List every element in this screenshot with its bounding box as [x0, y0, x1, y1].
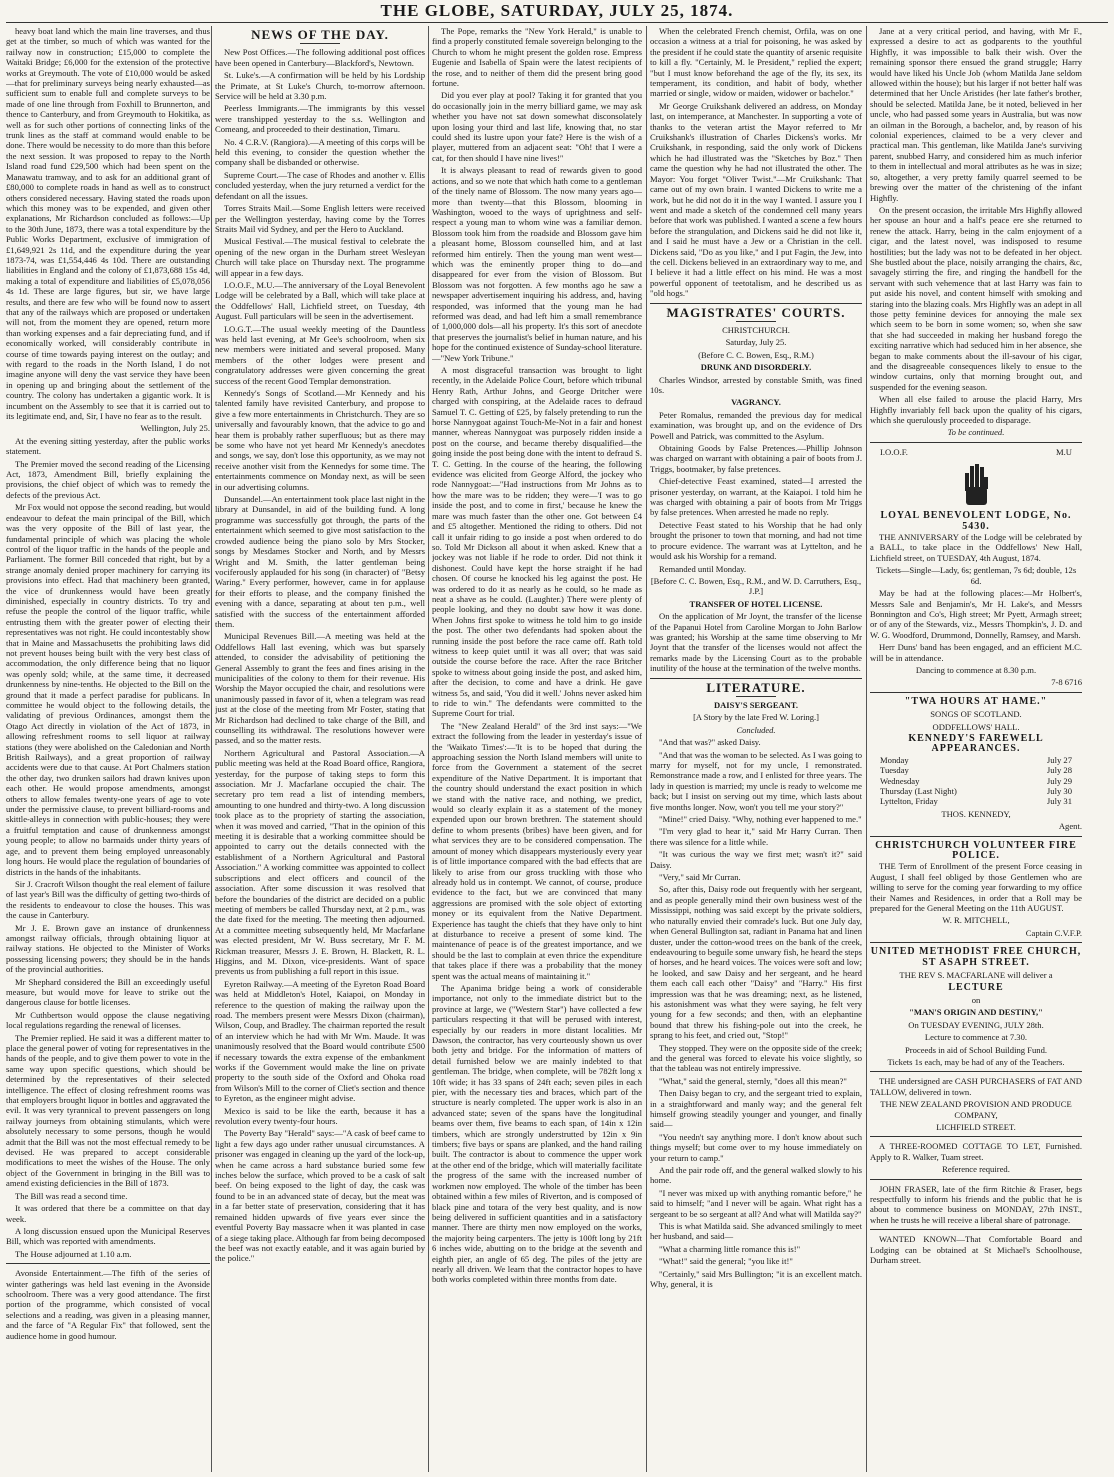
- article-paragraph: The Bill was read a second time.: [15, 1190, 128, 1201]
- news-item: When the celebrated French chemist, Orfila, was on one occasion a witness at a trial for poisoning, he was asked by the president if he could state the quantity of arsenic requisite to kill a fly. "Certainly, M. le President," replied the expert; "but I must know beforehand the age of the fly, its sex, its temperament, its condition, and habit of body, whether married or single, widow or maiden, widower or bachelor.": [650, 26, 862, 99]
- news-item: No. 4 C.R.V. (Rangiora).—A meeting of this corps will be held this evening, to consider the question whether the company shall be disbanded or otherwise.: [215, 136, 425, 168]
- court-item: Obtaining Goods by False Pretences.—Phillip Johnson was charged on warrant with obtaining a pair of boots from J. Triggs, bootmaker, by false pretences.: [650, 443, 862, 474]
- news-item: I.O.G.T.—The usual weekly meeting of the Dauntless was held last evening, at Mr Gee's schoolroom, when six new members were initiated and several proposed. Many members of the other lodges were present and congratulatory addresses were given concerning the great success of the recent Good Templar demonstration.: [215, 323, 425, 386]
- article-paragraph: A long discussion ensued upon the Municipal Reserves Bill, which was reported with amendments.: [6, 1225, 210, 1247]
- news-item: I.O.O.F., M.U.—The anniversary of the Loyal Benevolent Lodge will be celebrated by a Ball, which will take place at the Oddfellows' Hall, Lichfield street, on Tuesday, 4th August. Full particulars will be seen in the advertisement.: [215, 279, 425, 322]
- section-rule: [650, 303, 862, 304]
- story-paragraph: "Mine!" cried Daisy. "Why, nothing ever happened to me.": [659, 814, 862, 825]
- kennedy-heading: KENNEDY'S FAREWELL APPEARANCES.: [908, 732, 1044, 755]
- company-name: THE NEW ZEALAND PROVISION AND PRODUCE COMPANY,: [880, 1099, 1072, 1120]
- article-paragraph: Sir J. Cracroft Wilson thought the real element of failure of last year's Bill was the difficulty of getting two-thirds of the residents to endeavour to close the houses. This was the cause in Canterbury.: [6, 878, 210, 921]
- story-paragraph: "What!" said the general; "you like it!": [659, 1256, 793, 1267]
- court-bench: [Before C. C. Bowen, Esq., R.M., and W. D. Carruthers, Esq., J.P.]: [650, 575, 862, 597]
- news-item: A most disgraceful transaction was brought to light recently, in the Adelaide Police Court, before which tribunal Henry Rath, Arthur Johns, and George Dritcher were charged with conspiring, at the Adelaide races to defraud Samuel T. C. Getting of £25, by falsely pretending to run the horse Nannygoat against Touch-Me-Not in a fair and honest manner, whereas Nannygoat was purposely ridden inside a post on the course, and became thereby disqualified—the going inside the post being done with the intent to defraud S. T. C. Getting. In the course of the hearing, the following evidence was elicited from George Alford, the jockey who rode Nannygoat:—"Had instructions from Mr Johns as to how the mare was to be ridden; they were—'I was to go inside the post, and to come in first,' because he knew the mare was much faster than the other one. Got between £4 and £5 altogether. Mentioned the riding to others. Did not call it unfair riding to go inside a post when ordered to do so. Told Mr Dickson all about it when asked. Knew that a jockey was not liable if he rode to order. Did not think it dishonest. Could have kept the horse straight if he had chosen. Of course he knocked his leg against the post. He was ordered to do it as nearly as he could, so he made as neat a shave as he could. (Laughter.) There were plenty of people looking, and they no doubt saw how it was done. When Johns first spoke to witness he told him to go inside the post. The other two defendants had spoken about the running inside the post before the race came off. Rath told witness to keep quiet until it was all over; that was said outside the course before the race. After the race Britcher spoke to witness about going inside the post, and asked him, after the decision, to come and have a drink. He gave witness 5s, and said, 'You did it well.' Johns never asked him to ride to win." The defendants were committed to the Supreme Court for trial.: [432, 365, 642, 719]
- column-divider: [428, 26, 429, 1472]
- ioof-label: I.O.O.F.: [880, 446, 908, 457]
- story-byline: [A Story by the late Fred W. Loring.]: [693, 712, 819, 723]
- story-paragraph: They stopped. They were on the opposite side of the creek; and the general was forced to elevate his voice slightly, so that the tableau was not entirely impressive.: [650, 1042, 862, 1074]
- transfer-heading: TRANSFER OF HOTEL LICENSE.: [689, 598, 823, 609]
- masthead: THE GLOBE, SATURDAY, JULY 25, 1874.: [380, 1, 734, 20]
- section-rule: [870, 1136, 1082, 1137]
- lecture-text: THE REV S. MACFARLANE will deliver a: [899, 970, 1053, 981]
- news-item: Dunsandel.—An entertainment took place last night in the library at Dunsandel, in aid of the building fund. A long programme was successfully got through, the parts of the entertainment which seemed to give most satisfaction to the crowded audience being the piano solo by Mrs Stocker, songs by Mesdames Stocker and North, and by Messrs Wright and M. Smith, the latter gentleman being vociferously applauded for his song (in character) of "Betsy Waring." Every performer, however, came in for applause for their efforts to please, and the company finished the evening with a dance, separating at about ten p.m., well satisfied with the success of the entertainment afforded them.: [215, 494, 425, 629]
- court-item: Charles Windsor, arrested by constable Smith, was fined 10s.: [650, 374, 862, 395]
- story-paragraph: "What a charming little romance this is!": [659, 1243, 801, 1254]
- lecture-date: On TUESDAY EVENING, JULY 28th.: [908, 1019, 1044, 1030]
- news-item: The Apanima bridge being a work of considerable importance, not only to the immediate district but to the province at large, we ("Western Star") have collected a few particulars respecting it that will be perused with interest, especially by our readers in more distant localities. Mr Dawson, the contractor, has very courteously shown us over both jetty and bridge. For the information of matters of detail furnished below we are mainly indebted to that gentleman. The bridge, when complete, will be 782ft long x 10ft wide; it has 33 spans of 24ft each; seven piles in each pier, with the necessary ties and braces, which part of the structure is nearly completed. The upper work is also in an advanced state; seven of the spans have the longitudinal beams over them, five beams to each span, of 14in x 12in timbers, which are strongly understrutted by 12in x 9in timbers; five bays or spans are planked, and the hand railing built. The contractor is about to commence the upper work at the other end of the bridge, which will materially facilitate the progress of the same with the increased number of workmen now employed. The whole of the timber has been obtained within a few miles of Riverton, and is composed of black pine and totara of the very best quality, and is now being delivered in sufficient quantities and in a satisfactory manner. There are thirty men now employed on the works, the majority being carpenters. The jetty is 100ft long by 21ft 6 inches wide, abutting on to the bridge at the seventh and eighth pier, an angle of 65 deg. The piles of the jetty are nearly all driven. We learn that the contractor hopes to have both works completed within three months from date.: [432, 982, 642, 1285]
- story-paragraph: "I'm very glad to hear it," said Mr Harry Curran. Then there was silence for a little while.: [650, 826, 862, 847]
- section-rule: [6, 1263, 210, 1264]
- fire-police-heading: CHRISTCHURCH VOLUNTEER FIRE POLICE.: [875, 839, 1077, 862]
- ad-text: THE undersigned are CASH PURCHASERS of FAT AND TALLOW, delivered in town.: [870, 1076, 1082, 1097]
- news-item: Eyreton Railway.—A meeting of the Eyreton Road Board was held at Middleton's Hotel, Kaiapoi, on Monday in reference to the question of making the railway upon the road. The members present were Messrs Dixon (chairman), Wilson, Coup, and Bradley. The chairman reported the result of an interview which he had with Mr Wm. Maude. It was unanimously resolved that the Board would contribute £500 if necessary towards the extra expense of the embankment works if the Government would make the line on private property to the south side of the Oxford and Ohoka road from Wilson's Mill to the corner of Cliet's section and thence to Eyreton, as the engineer might advise.: [215, 978, 425, 1104]
- ad-text: Herr Duns' band has been engaged, and an efficient M.C. will be in attendance.: [870, 642, 1082, 663]
- ad-text: May be had at the following places:—Mr Holbert's, Messrs Sale and Benjamin's, Mr H. Lake's, and Messrs Bonnington and Co's, High street; Mr Pyett, Armagh street; or of any of the Stewards, viz., Messrs Thompkin's, J. D. and W. G. Woodford, Drummond, Donnelly, Ramsey, and Marsh.: [870, 588, 1082, 640]
- section-rule: [870, 442, 1082, 443]
- lecture-on: on: [971, 994, 981, 1005]
- court-item: Remanded until Monday.: [659, 563, 747, 574]
- article-paragraph: Mr Fox would not oppose the second reading, but would endeavour to defeat the main principal of the Bill, which was the very opposite of the Bill of last year, the fundamental principle of which was placing the whole control of the liquor traffic in the hands of the people and Parliament. The former Bill conceded that right, but by a strange anomaly denied proper machinery for carrying its provisions into effect. Had that machinery been granted, the vice of drunkenness would have been greatly diminished, especially in country districts. To try and refuse the people the control of the liquor traffic, while entrusting them with the greater power of electing their representatives was not right. He could incontestably show that in Maine and Massachusetts the prohibiting laws did not prevent houses being built with the very best class of accommodation, the only difference being that no liquor was openly sold; while, at the same time, it decreased drunkenness by nine-tenths. He objected to the Bill on the ground that it made a perfect paradise for publicans. In committee he would object to the following details, the validating of previous Ordinances, amongst them the Otago Act directly in violation of the Act of 1873, in allowing refreshment rooms to sell liquor at railway stations (they were abolished on the Caledonian and North British Railways), and a great proportion of railway accidents were due to that cause. At Port Chalmers station the other day, two drunken sailors had drawn knives upon each other. He would propose amendments, amongst others to allow females twenty-one years of age to vote under the permissive clause, to prevent billiard-rooms and skittle-alleys in connection with public-houses; they were a fruitful temptation and cause of drunkenness amongst young people; to allow no barmaids under thirty years of age, and to prevent them being employed unreasonably long hours. He would place the regulation of boundaries of districts in the hands of the inhabitants.: [6, 502, 210, 877]
- literature-heading: LITERATURE.: [706, 679, 806, 695]
- news-item: Municipal Revenues Bill.—A meeting was held at the Oddfellows Hall last evening, which was but sparsely attended, to consider the advisability of petitioning the General Assembly to grant the fees and fines arising in the municipalities of the colony to them for their revenue. His Worship the Mayor occupied the chair, and resolutions were unanimously passed in favor of it, when a telegram was read just at the close of the meeting from Mr Foster, stating that Mr Richardson had declined to take charge of the Bill, and counselling its withdrawal. The resolutions however were passed, and so the matter rests.: [215, 631, 425, 746]
- column-5: [870, 26, 1082, 1472]
- vagrancy-heading: VAGRANCY.: [731, 397, 781, 408]
- news-item: Did you ever play at pool? Taking it for granted that you do occasionally join in the merry billiard game, we may ask whether you have not sat down somewhat disconsolately upon losing your third and last life, knowing that, no star could shed its lustre upon your fate? Here is the wish of a player, muttered from an adjacent seat: "Oh! that I were a cat, for then should I have nine lives!": [432, 90, 642, 163]
- ioof-mu-label: M.U: [1056, 446, 1072, 457]
- article-paragraph: The Premier moved the second reading of the Licensing Act, 1873, Amendment Bill, briefly explaining the provisions, the chief object of which was to remedy the defects of the previous Act.: [6, 458, 210, 500]
- section-rule: [870, 1229, 1082, 1230]
- lecture-tickets: Tickets 1s each, may be had of any of the Teachers.: [887, 1056, 1065, 1067]
- story-paragraph: "You needn't say anything more. I don't know about such things myself; but come over to my house immediately on your return to camp.": [650, 1131, 862, 1163]
- date-value: July 31: [1046, 796, 1072, 807]
- story-title: DAISY'S SERGEANT.: [714, 699, 798, 710]
- article-paragraph: It was ordered that there be a committee on that day week.: [6, 1203, 210, 1224]
- story-paragraph: On the present occasion, the irritable Mrs Highfly allowed her spouse an hour and a half's peace ere she returned to renew the attack. Harry, being in the calm enjoyment of a cigar, and the latest novel, was indisposed to resume hostilities; but the lady was not to be defeated in her object. She bustled about the place, noisily arranging the chairs, &c, savagely stirring the fire, and ringing the handbell for the servant with such vehemence that at last Harry was fain to put aside his novel, and content himself with smoking and staring into the blazing coals. Mrs Highfly was an adept in all those petty feminine devices for annoying the male sex which seem to be born in some women; so, when she saw that she had succeeded in making her husband forego the exciting narrative which had seduced him in her absence, she began to make comments about the ill-savour of his cigar, and the disagreeable consequences likely to ensue to the window curtains, only that morning brought out, and suspended for the evening season.: [870, 204, 1082, 392]
- story-paragraph: This is what Matilda said. She advanced smilingly to meet her husband, and said—: [650, 1221, 862, 1242]
- court-location: CHRISTCHURCH.: [722, 324, 790, 335]
- news-item: The "New Zealand Herald" of the 3rd inst says:—"We extract the following from the leader in yesterday's issue of the 'Waikato Times':—'It is to be hoped that during the approaching session the North Island members will unite to force from the Government a statement of the secret expenditure of the Native Department. It is important that the country should understand the exact position in which we stand with the native race, and nothing, we predict, would so clearly explain it as a statement of the money expended upon our brown brethren. The statement should define to whom presents (bribes) have been given, and for what services they are to be considered compensation. The amount of money which disappears mysteriously every year is of little importance compared with the bad effects that are likely to arise from our gross truckling with those who already hold us in contempt. We cannot, of course, produce evidence to the fact, but we are convinced that many aggressions are promised with the sole object of extorting money or its equivalent from the Native Department. Experience has taught the chiefs that they have only to hint at disturbance to receive a present of some kind. The maintenance of peace is of the greatest importance, and we should be the last to complain at even thrice the expenditure that takes place if there was a probability that the money spent was the actual means of maintaining it.": [432, 720, 642, 981]
- kennedy-venue: ODDFELLOWS' HALL.: [932, 721, 1020, 732]
- news-item: Mr George Cruikshank delivered an address, on Monday last, on intemperance, at Manchester. In supporting a vote of thanks to the veteran artist the Mayor referred to Mr Cruikshank's illustration of Charles Dickens's works. Mr Cruikshank, in responding, said the only work of Dickens which he had illustrated was the "Sketches by Boz." Then came the question why he had not illustrated the other. The Mayor: You forget "Oliver Twist."—Mr Cruikshank: That came out of my own brain. I wanted Dickens to write me a work, but he did not do it in the way I wanted. I assure you I went and made a sketch of the condemned cell many years before that work was published. I wanted a scene a few hours before the strangulation, and Dickens said he did not like it, and I said he must have a Jew or a Christian in the cell. Dickens said, "Do as you like," and I put Fagin, the Jew, into the cell. Dickens believed in an extraordinary way to me, and I believe it had a little effect on his mind. He was a most powerful opponent of teetotalism, and he described us as "old hogs.": [650, 100, 862, 299]
- ad-reference: 7-8 6716: [1051, 677, 1082, 688]
- news-item: Musical Festival.—The musical festival to celebrate the opening of the new organ in the Durham street Wesleyan Church will take place on Thursday next. The programme will appear in a few days.: [215, 236, 425, 278]
- lecture-word: LECTURE: [948, 981, 1004, 993]
- column-1: [6, 26, 210, 1472]
- date-day: Tuesday: [880, 765, 909, 776]
- date-day: Wednesday: [880, 775, 920, 786]
- news-item: New Post Offices.—The following additional post offices have been opened in Canterbury—Blackford's, Newtown.: [215, 47, 425, 68]
- heading-rule: [736, 696, 776, 697]
- court-item: On the application of Mr Joynt, the transfer of the license of the Papanui Hotel from Caroline Morgan to John Barlow was granted; his Worship at the same time observing to Mr Joynt that the transfer of the licenses would not affect the remarks made by the Licensing Court as to the probable inutility of the house at the termination of the twelve months.: [650, 611, 862, 674]
- date-value: July 30: [1046, 786, 1072, 796]
- story-paragraph: "And that was?" asked Daisy.: [659, 737, 761, 748]
- article-paragraph: The Premier replied. He said it was a different matter to place the general power of voting for representatives in the hands of the people, and to give them power to vote in the same way upon specific questions, which should be determined by the representatives of their selected intelligence. The effect of closing refreshment rooms was that employers brought liquor in bottles and aggravated the evil. It was very tyrannical to prevent passengers on long railway journeys from obtaining stimulants, which were absolutely necessary to some persons, though he would admit that the Bill was not the most effectual remedy to be devised. He was prepared to accept considerable modifications to meet the wishes of the House. The only object of the Government in bringing in the Bill was to amend existing deficiencies in the Bill of 1873.: [6, 1032, 210, 1189]
- ad-text: WANTED KNOWN—That Comfortable Board and Lodging can be obtained at St Michael's Schoolhouse, Durham street.: [870, 1234, 1082, 1266]
- section-rule: [870, 1179, 1082, 1180]
- date-day: Thursday (Last Night): [880, 786, 957, 796]
- section-rule: [650, 678, 862, 679]
- story-paragraph: When all else failed to arouse the placid Harry, Mrs Highfly invariably fell back upon the quality of his cigars, which she querulously proceeded to disparage.: [870, 394, 1082, 426]
- company-street: LICHFIELD STREET.: [936, 1121, 1016, 1132]
- court-bench: (Before C. C. Bowen, Esq., R.M.): [698, 349, 814, 360]
- column-4: [650, 26, 862, 1472]
- news-item: The Pope, remarks the "New York Herald," is unable to find a properly constituted female sovereign belonging to the Church to whom he might present the golden rose. Empress Eugenie and Isabella of Spain were the latest recipients of the rose, and to neither of them did the present bring good fortune.: [432, 26, 642, 89]
- story-paragraph: "Certainly," said Mrs Bullington; "it is an excellent match. Why, general, it is: [650, 1268, 862, 1290]
- ad-text: Reference required.: [942, 1164, 1010, 1175]
- story-paragraph: "Very," said Mr Curran.: [659, 872, 741, 883]
- story-paragraph: "I never was mixed up with anything romantic before," he said to himself; "and I never will be again. What right has a sergeant to be so sergeant at all? And what will Matilda say?": [650, 1187, 862, 1219]
- column-divider: [646, 26, 647, 1472]
- kennedy-date-row: [870, 755, 1082, 765]
- column-divider: [866, 26, 867, 1472]
- masthead-rule: [6, 22, 1108, 23]
- drunk-heading: DRUNK AND DISORDERLY.: [700, 362, 812, 373]
- news-item: The Poverty Bay "Herald" says:—"A cask of beef came to light a few days ago under rather unusual circumstances. A prisoner was engaged in cleaning up the yard of the lock-up, when he came across a hard substance buried some few inches below the surface, which proved to be a cask of salt beef. On being exposed to the light of day, the cask was found to be in an advanced state of decay, but the meat was in a far better state of preservation, considering that it has remained hidden upwards of five years ever since the eventful Poverty Bay massacre when it was planted in case of a siege taking place. Although far from being decomposed the beef was not exactly eatable, and it was again buried by the police.": [215, 1128, 425, 1264]
- article-paragraph: Mr J. E. Brown gave an instance of drunkenness amongst railway officials, through obtaining liquor at railway stations. He objected to the Minister of Works possessing licensing powers; they should be in the hands of the provincial authorities.: [6, 922, 210, 975]
- dateline: Wellington, July 25.: [140, 423, 210, 434]
- story-paragraph: And the pair rode off, and the general walked slowly to his home.: [650, 1165, 862, 1186]
- ad-text: Dancing to commence at 8.30 p.m.: [915, 664, 1037, 675]
- news-item: St. Luke's.—A confirmation will be held by his Lordship the Primate, at St Luke's Church, to-morrow afternoon. Service will be held at 3.30 p.m.: [215, 70, 425, 102]
- story-paragraph: "And that was the woman to be selected. As I was going to marry for myself, not for my uncle, I remonstrated. Remonstrance made a row, and I enlisted for three years. The lady in question is married; my uncle is ready to welcome me back; but I insist on serving out my time, which lasts about five months longer. Now, won't you tell me your story?": [650, 749, 862, 812]
- lecture-title: "MAN'S ORIGIN AND DESTINY,": [909, 1007, 1043, 1018]
- news-item: It is always pleasant to read of rewards given to good actions, and so we note that which hath come to a gentleman of the tinely name of Blossom. The now many years ago—more than twenty—that this Blossom, blooming in Washington, wooed to the ways of uprightness and self-respect a young man to whom wine was a familiar demon. Blossom took him from the roadside and Blossom gave him a pleasant home, Blossom counselled him, and at last reformed him entirely. Then the young man went west—which was the eminently proper thing to do—and disappeared for ever from the vision of Blossom. But Blossom was not forgotten. A few months ago he saw a newspaper advertisement inquiring his address, and, having responded, was informed that the young man he had reformed was dead, and had left him a small remembrance of 1,000,000 dols—all his property. It's this sort of anecdote that preserves the journalist's belief in human nature, and his hope for the continued existence of Sunday-school literature.—"New York Tribune.": [432, 165, 642, 363]
- story-paragraph: Then Daisy began to cry, and the sergeant tried to explain, in a straightforward and manly way; and the general felt himself growing steadily younger and younger, and finally said—: [650, 1088, 862, 1130]
- story-paragraph: "It was curious the way we first met; wasn't it?" said Daisy.: [650, 849, 862, 870]
- column-divider: [211, 26, 212, 1472]
- story-concluded: Concluded.: [736, 724, 776, 735]
- article-paragraph: At the evening sitting yesterday, after the public works statement.: [6, 435, 210, 457]
- kennedy-songs: SONGS OF SCOTLAND.: [930, 709, 1022, 720]
- article-paragraph: Mr Shephard considered the Bill an exceedingly useful measure, but would move for leave to strike out the dangerous clause for bottle licenses.: [6, 976, 210, 1008]
- column-2: [215, 26, 425, 1472]
- ad-text: JOHN FRASER, late of the firm Ritchie & Fraser, begs respectfully to inform his friends and the public that he is about to commence business on MONDAY, 27th INST., when he trusts he will receive a liberal share of patronage.: [870, 1183, 1082, 1225]
- article-paragraph: heavy boat land which the main line traverses, and thus get at the timber, so much of which was wanted for the railway now in construction; £15,000 to complete the Waitaki Bridge; £6,000 for the extension of the protective works at Greymouth. The vote of £10,000 would be asked—that for preliminary surveys being nearly exhausted—as sufficient sum to enable full and complete surveys to be made of one line through from Foxhill to Brunnerton, and thence to Canterbury, and from Greymouth to Hokitika, as well as for such other portions of connecting links of the trunk lines as the staff at command would enable to be done. There would be necessity to do more than this before the next session. It was proposed to repay to the North Island road fund £29,500 which had been spent on the Manawatu tramway, and to ask for an additional grant of £80,000 to complete roads in hand as well as to construct others considered necessary. Having stated the roads upon which this money was to be expended, and given other explanations, Mr Richardson concluded as follows:—Up to the 30th June, 1873, there was a total expenditure by the Public Works Department, exclusive of immigration of £1,649,921 2s 11d, and the expenditure during the year 1873-74, was £1,554,446 4s 10d. There are outstanding liabilities in England and the colony of £1,873,688 15s 4d, making a total of expenditure and liabilities of £5,078,056 4s 1d. These are large figures, but sir, we have large results, and there are few who will be found now to assert that any of the railways which are proposed or undertaken will not, from the moment they are opened, return more than working expenses and a fair depreciating fund, and if economically worked, will considerably contribute in course of time towards paying interest on the outlay; and with regard to the roads in the North Island, I do not imagine anyone will deny the vast service they have been in opening up and bringing about the settlement of the country. The colony has undertaken a gigantic work. It is incumbent on the Assembly to see that it is carried out to its legitimate end, and, Sir, I have no fear as to the result.: [6, 26, 210, 422]
- heading-rule: [300, 43, 340, 44]
- news-item: Kennedy's Songs of Scotland.—Mr Kennedy and his talented family have revisited Canterbury, and propose to give a few more entertainments in Christchurch. They are so universally and favourably known, that the advice to go and hear them is probably rather superfluous; but as there may be some who have not yet heard Mr Kennedy's anecdotes and songs, we say, don't lose this opportunity, as we may not receive another visit from the Kennedys for some time. The entertainments commence on Monday next, as will be seen in our advertising columns.: [215, 388, 425, 492]
- kennedy-date-row: [870, 765, 1082, 775]
- kennedy-tagline: "TWA HOURS AT HAME.": [904, 695, 1048, 707]
- court-item: Detective Feast stated to his Worship that he had only brought the prisoner to town that morning, and had not time to procure evidence. The warrant was at Lyttelton, and he would ask his Worship for a remand.: [650, 519, 862, 562]
- ad-text: THE ANNIVERSARY of the Lodge will be celebrated by a BALL, to take place in the Oddfellows' New Hall, Lichfield street, on TUESDAY, 4th August, 1874.: [870, 532, 1082, 563]
- news-item: Northern Agricultural and Pastoral Association.—A public meeting was held at the Road Board office, Rangiora, yesterday, for the purpose of taking steps to form this association. Mr J. Macfarlane occupied the chair. The secretary pro tem read a list of intending members, amounting to one hundred and thirty-two. A long discussion took place as to the propriety of starting the association, when it was moved and carried, "That in the opinion of this meeting it is desirable that a working committee should be appointed to carry out the details connected with the establishment of a Northern Agricultural and Pastoral Association." A working committee was appointed to collect subscriptions and elect officers and council of the association. After some discussion it was resolved that before the boundaries of the district are decided on a public meeting of members be called Thursday next, at 2 p.m., was the date fixed for the meeting. The meeting then adjourned. At a committee meeting subsequently held, Mr Macfarlane was elected president, Mr W. Buss secretary, Mr F. M. Rickman treasurer, Messrs J. E. Brown, H. Blackett, R. L. Higgins, and M. Dixon, vice-presidents. Want of space prevents us from publishing a full report in this issue.: [215, 747, 425, 977]
- news-item: Mexico is said to be like the earth, because it has a revolution every twenty-four hours.: [215, 1105, 425, 1127]
- lecture-proceeds: Proceeds in aid of School Building Fund.: [904, 1044, 1048, 1055]
- lecture-time: Lecture to commence at 7.30.: [924, 1032, 1028, 1043]
- section-rule: [870, 836, 1082, 837]
- ad-text: THE Term of Enrollment of the present Force ceasing in August, I shall feel obliged by those Gentlemen who are willing to serve for the coming year forwarding to my office their Names and Residences, in order that a Roll may be prepared for the General Meeting on the 11th AUGUST.: [870, 861, 1082, 914]
- kennedy-agent: THOS. KENNEDY,: [941, 808, 1011, 819]
- magistrates-heading: MAGISTRATES' COURTS.: [666, 304, 846, 320]
- ad-signature-title: Captain C.V.F.P.: [1025, 927, 1082, 938]
- kennedy-agent-title: Agent.: [1058, 821, 1082, 832]
- court-item: Chief-detective Feast examined, stated—I arrested the prisoner yesterday, on warrant, at the Kaiapoi. I told him he was charged with obtaining a pair of boots from Mr Triggs by false pretences. When arrested he made no reply.: [650, 476, 862, 518]
- court-item: Peter Romalus, remanded the previous day for medical examination, was brought up, and on the evidence of Drs Powell and Patrick, was committed to the Asylum.: [650, 409, 862, 441]
- article-paragraph: The House adjourned at 1.10 a.m.: [15, 1248, 132, 1259]
- ioof-header: [870, 447, 1082, 457]
- date-value: July 28: [1046, 765, 1072, 776]
- news-item: Supreme Court.—The case of Rhodes and another v. Ellis concluded yesterday, when the jury returned a verdict for the defendant on all the issues.: [215, 169, 425, 201]
- story-paragraph: So, after this, Daisy rode out frequently with her sergeant, and as people generally mind their own business west of the Mississippi, nothing was said except by the private soldiers, who naturally envied their comrade's luck. But one July day, when General Bullington sat, radiant in Panama hat and linen duster, under the cotton-wood trees on the bank of the creek, endeavouring to beguile some unwary fish, he heard the steps of horses, and he heard voices. The voices were soft and low; he looked, and saw Daisy and her sergeant, and he heard them each call each other "Daisy" and "Harry." His first impression was that he was dreaming; next, as he listened, his astonishment was what they were saying, he felt very young for a few seconds; and then, with an elephantine bound that threw his fishing-pole out into the creek, he sprang to his feet, and cried out, "Stop!": [650, 884, 862, 1041]
- article-paragraph: Avonside Entertainment.—The fifth of the series of winter gatherings was held last evening in the Avonside schoolroom. There was a very good attendance. The first portion of the programme, which consisted of vocal selections and a reading, was given in a pleasing manner, and the farce of "A Regular Fix" that followed, sent the audience home in good humour.: [6, 1268, 210, 1341]
- section-rule: [870, 692, 1082, 693]
- ad-text: A THREE-ROOMED COTTAGE TO LET, Furnished. Apply to R. Walker, Tuam street.: [870, 1141, 1082, 1162]
- ad-signature: W. R. MITCHELL,: [942, 915, 1010, 926]
- article-paragraph: Mr Cuthbertson would oppose the clause negativing local regulations regarding the renewal of licenses.: [6, 1009, 210, 1031]
- kennedy-date-row: [870, 786, 1082, 796]
- section-rule: [870, 1071, 1082, 1072]
- date-day: Lyttelton, Friday: [880, 796, 938, 807]
- date-day: Monday: [880, 754, 909, 765]
- section-rule: [870, 942, 1082, 943]
- court-date: Saturday, July 25.: [725, 337, 787, 348]
- lodge-heading: LOYAL BENEVOLENT LODGE, No. 5430.: [880, 510, 1072, 532]
- story-paragraph: Jane at a very critical period, and having, with Mr F., expressed a desire to act as godparents to the youthful Highfly, it was impossible to balk their wish. Over the remaining sponsor there ensued the grand struggle; Harry would have liked his Uncle Job (whom Matilda Jane seldom allowed within the house); but his larger if not better half was determined that her Uncle Aristides (her late father's brother, should be selected. Matilda Jane, be it noted, believed in her uncle, who had passed some years in Australia, but was now an oilman in the Borough, a bachelor, and, by reason of his colonial experiences, claimed to be a very clever and practical man. This gentleman, like Matilda Jane's surviving parent, snubbed Harry, and considered him as much inferior to them in intellectual and moral attributes as he was in size; so, altogether, a very pretty family quarrel seemed to be brewing over the matter of the christening of the infant Highfly.: [870, 26, 1082, 203]
- hand-emblem-icon: [961, 463, 991, 509]
- news-item: Peerless Immigrants.—The immigrants by this vessel were transhipped yesterday to the s.s. Wellington and Comeang, and proceeded to their destination, Timaru.: [215, 103, 425, 135]
- ad-text: Tickets—Single—Lady, 6s; gentleman, 7s 6d; double, 12s 6d.: [875, 565, 1077, 586]
- news-heading: NEWS OF THE DAY.: [251, 27, 389, 42]
- story-paragraph: "What," said the general, sternly, "does all this mean?": [659, 1075, 847, 1086]
- heading-rule: [736, 321, 776, 322]
- date-value: July 27: [1046, 754, 1072, 765]
- news-item: Torres Straits Mail.—Some English letters were received per the Wellington yesterday, having come by the Torres Straits Mail vid Sydney, and per the Hero to Auckland.: [215, 203, 425, 234]
- to-be-continued: To be continued.: [947, 427, 1005, 438]
- methodist-heading: UNITED METHODIST FREE CHURCH, ST ASAPH STREET.: [870, 946, 1082, 968]
- column-3: [432, 26, 642, 1472]
- date-value: July 29: [1046, 775, 1072, 786]
- kennedy-date-row: [870, 796, 1082, 806]
- kennedy-date-row: [870, 776, 1082, 786]
